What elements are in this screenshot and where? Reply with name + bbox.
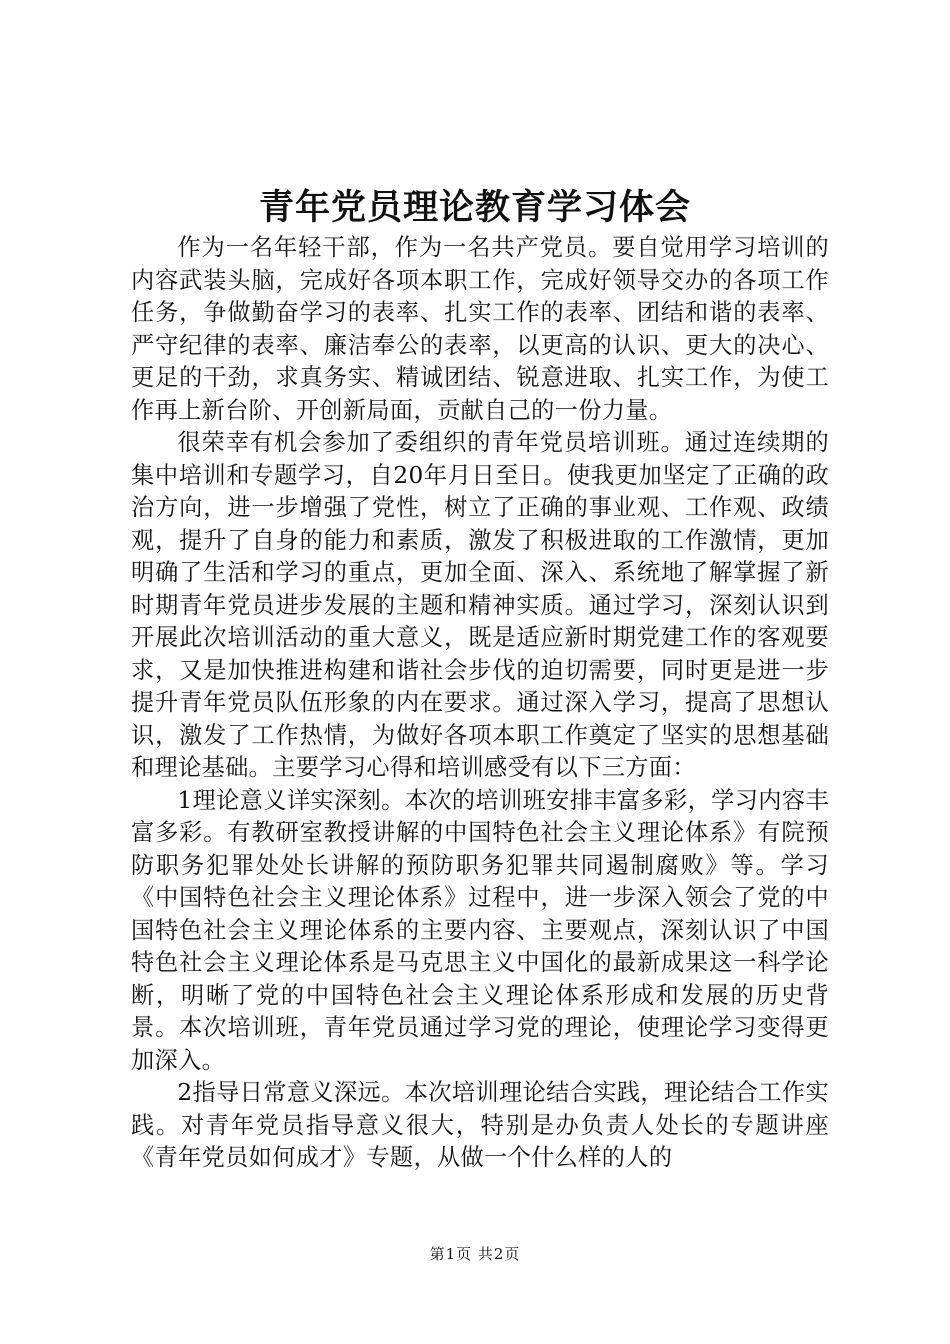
paragraph: 1理论意义详实深刻。本次的培训班安排丰富多彩，学习内容丰富多彩。有教研室教授讲解的中国特色社会主义理论体系》有院预防职务犯罪处处长讲解的预防职务犯罪共同遏制腐败》等。学习《中国特色社会主义理论体系》过程中，进一步深入领会了党的中国特色社会主义理论体系的主要内容、主要观点，深刻认识了中国特色社会主义理论体系是马克思主义中国化的最新成果这一科学论断，明晰了党的中国特色社会主义理论体系形成和发展的历史背景。本次培训班，青年党员通过学习党的理论，使理论学习变得更加深入。 — [131, 786, 829, 1074]
document-body — [131, 232, 829, 1175]
page-number-footer: 第1页 共2页 — [429, 1245, 521, 1263]
document-title: 青年党员理论教育学习体会 — [258, 187, 691, 228]
paragraph: 很荣幸有机会参加了委组织的青年党员培训班。通过连续期的集中培训和专题学习，自20年月日至日。使我更加坚定了正确的政治方向，进一步增强了党性，树立了正确的事业观、工作观、政绩观，提升了自身的能力和素质，激发了积极进取的工作激情，更加明确了生活和学习的重点，更加全面、深入、系统地了解掌握了新时期青年党员进步发展的主题和精神实质。通过学习，深刻认识到开展此次培训活动的重大意义，既是适应新时期党建工作的客观要求，又是加快推进构建和谐社会步伐的迫切需要，同时更是进一步提升青年党员队伍形象的内在要求。通过深入学习，提高了思想认识，激发了工作热情，为做好各项本职工作奠定了坚实的思想基础和理论基础。主要学习心得和培训感受有以下三方面： — [131, 429, 829, 781]
paragraph: 作为一名年轻干部，作为一名共产党员。要自觉用学习培训的内容武装头脑，完成好各项本职工作，完成好领导交办的各项工作任务，争做勤奋学习的表率、扎实工作的表率、团结和谐的表率、严守纪律的表率、廉洁奉公的表率，以更高的认识、更大的决心、更足的干劲，求真务实、精诚团结、锐意进取、扎实工作，为使工作再上新台阶、开创新局面，贡献自己的一份力量。 — [131, 234, 829, 424]
paragraph: 2指导日常意义深远。本次培训理论结合实践，理论结合工作实践。对青年党员指导意义很大，特别是办负责人处长的专题讲座《青年党员如何成才》专题，从做一个什么样的人的 — [131, 1079, 829, 1171]
